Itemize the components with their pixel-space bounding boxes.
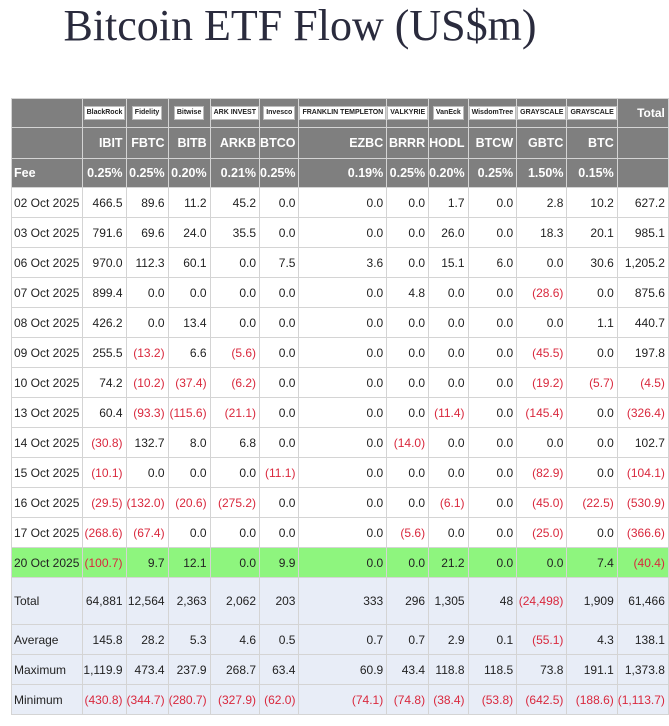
summary-label: Total <box>12 578 83 625</box>
flow-cell: 0.0 <box>299 488 387 518</box>
flow-cell: (22.5) <box>567 488 617 518</box>
table-row <box>12 458 669 488</box>
summary-cell: 43.4 <box>387 655 429 685</box>
issuer-logo: GRAYSCALE <box>517 106 566 120</box>
flow-cell: (28.6) <box>517 278 567 308</box>
summary-cell: (642.5) <box>517 685 567 715</box>
issuer-logo-cell <box>83 99 126 128</box>
flow-cell: 0.0 <box>299 398 387 428</box>
flow-cell: 0.0 <box>210 548 259 578</box>
flow-cell: (6.1) <box>429 488 468 518</box>
flow-cell: 0.0 <box>299 458 387 488</box>
flow-cell: 13.4 <box>168 308 210 338</box>
summary-row <box>12 685 669 715</box>
flow-cell: (5.6) <box>387 518 429 548</box>
flow-cell: 0.0 <box>429 308 468 338</box>
flow-cell: 0.0 <box>299 338 387 368</box>
flow-cell: 6.6 <box>168 338 210 368</box>
row-total-cell: 197.8 <box>617 338 668 368</box>
summary-cell: 118.5 <box>468 655 517 685</box>
flow-cell: 0.0 <box>168 278 210 308</box>
summary-cell: 48 <box>468 578 517 625</box>
summary-label: Maximum <box>12 655 83 685</box>
date-cell: 09 Oct 2025 <box>12 338 83 368</box>
row-total-cell: 627.2 <box>617 188 668 218</box>
row-total-cell: 440.7 <box>617 308 668 338</box>
flow-cell: 0.0 <box>260 368 299 398</box>
flow-cell: (11.1) <box>260 458 299 488</box>
flow-cell: (100.7) <box>83 548 126 578</box>
issuer-logo: BlackRock <box>84 106 126 120</box>
flow-cell: 0.0 <box>429 428 468 458</box>
summary-cell: (74.8) <box>387 685 429 715</box>
fee-cell: 0.25% <box>83 159 126 188</box>
flow-cell: 6.8 <box>210 428 259 458</box>
summary-cell: 268.7 <box>210 655 259 685</box>
summary-cell: (74.1) <box>299 685 387 715</box>
ticker-cell: BTCW <box>468 128 517 159</box>
table-row <box>12 398 669 428</box>
ticker-row <box>12 128 669 159</box>
flow-cell: 0.0 <box>126 308 168 338</box>
flow-cell: 0.0 <box>126 278 168 308</box>
flow-cell: 970.0 <box>83 248 126 278</box>
summary-label: Average <box>12 625 83 655</box>
fee-cell: 0.25% <box>468 159 517 188</box>
flow-cell: 0.0 <box>468 458 517 488</box>
ticker-cell: ARKB <box>210 128 259 159</box>
summary-cell: 1,305 <box>429 578 468 625</box>
summary-cell: (344.7) <box>126 685 168 715</box>
flow-cell: (275.2) <box>210 488 259 518</box>
summary-cell: (53.8) <box>468 685 517 715</box>
flow-cell: 0.0 <box>168 458 210 488</box>
flow-cell: 0.0 <box>429 338 468 368</box>
flow-cell: 7.5 <box>260 248 299 278</box>
blank-fee-total <box>617 159 668 188</box>
fee-cell: 0.25% <box>260 159 299 188</box>
summary-cell: (280.7) <box>168 685 210 715</box>
row-total-cell: (366.6) <box>617 518 668 548</box>
summary-cell: 118.8 <box>429 655 468 685</box>
issuer-logo: Bitwise <box>174 106 205 120</box>
flow-cell: 791.6 <box>83 218 126 248</box>
flow-cell: 69.6 <box>126 218 168 248</box>
ticker-cell: BTCO <box>260 128 299 159</box>
flow-cell: 4.8 <box>387 278 429 308</box>
flow-cell: 0.0 <box>517 428 567 458</box>
table-row <box>12 278 669 308</box>
flow-cell: (145.4) <box>517 398 567 428</box>
flow-cell: 89.6 <box>126 188 168 218</box>
flow-cell: 426.2 <box>83 308 126 338</box>
flow-cell: (30.8) <box>83 428 126 458</box>
date-cell: 13 Oct 2025 <box>12 398 83 428</box>
flow-cell: 0.0 <box>387 548 429 578</box>
summary-row <box>12 625 669 655</box>
row-total-cell: 875.6 <box>617 278 668 308</box>
flow-cell: 0.0 <box>260 488 299 518</box>
issuer-logo-cell <box>260 99 299 128</box>
flow-cell: 0.0 <box>387 368 429 398</box>
issuer-logo: GRAYSCALE <box>567 106 616 120</box>
summary-cell: 73.8 <box>517 655 567 685</box>
date-cell: 14 Oct 2025 <box>12 428 83 458</box>
flow-cell: 466.5 <box>83 188 126 218</box>
flow-cell: (13.2) <box>126 338 168 368</box>
flow-cell: 0.0 <box>468 368 517 398</box>
ticker-cell: BTC <box>567 128 617 159</box>
flow-cell: 0.0 <box>210 248 259 278</box>
issuer-logo-cell <box>468 99 517 128</box>
fee-cell: 0.21% <box>210 159 259 188</box>
summary-cell: 1,119.9 <box>83 655 126 685</box>
flow-cell: 0.0 <box>468 308 517 338</box>
summary-cell: 64,881 <box>83 578 126 625</box>
summary-cell: 473.4 <box>126 655 168 685</box>
issuer-logo-cell <box>299 99 387 128</box>
date-cell: 02 Oct 2025 <box>12 188 83 218</box>
fee-cell: 1.50% <box>517 159 567 188</box>
summary-cell: 28.2 <box>126 625 168 655</box>
flow-cell: 899.4 <box>83 278 126 308</box>
summary-cell: (24,498) <box>517 578 567 625</box>
summary-total-cell: 138.1 <box>617 625 668 655</box>
summary-cell: 203 <box>260 578 299 625</box>
flow-cell: 0.0 <box>260 218 299 248</box>
flow-cell: 30.6 <box>567 248 617 278</box>
flow-cell: 21.2 <box>429 548 468 578</box>
flow-cell: 0.0 <box>299 368 387 398</box>
flow-cell: (29.5) <box>83 488 126 518</box>
flow-cell: 9.9 <box>260 548 299 578</box>
flow-cell: 0.0 <box>517 248 567 278</box>
flow-cell: 1.1 <box>567 308 617 338</box>
summary-cell: 63.4 <box>260 655 299 685</box>
ticker-cell: BITB <box>168 128 210 159</box>
summary-cell: 60.9 <box>299 655 387 685</box>
flow-cell: 18.3 <box>517 218 567 248</box>
date-cell: 03 Oct 2025 <box>12 218 83 248</box>
flow-cell: 0.0 <box>387 248 429 278</box>
ticker-cell: IBIT <box>83 128 126 159</box>
issuer-logo-cell <box>567 99 617 128</box>
summary-cell: 296 <box>387 578 429 625</box>
issuer-logo-cell <box>387 99 429 128</box>
table-row <box>12 218 669 248</box>
flow-cell: (6.2) <box>210 368 259 398</box>
flow-cell: 0.0 <box>168 518 210 548</box>
flow-cell: (67.4) <box>126 518 168 548</box>
flow-cell: (21.1) <box>210 398 259 428</box>
flow-cell: 0.0 <box>210 278 259 308</box>
flow-cell: 0.0 <box>299 548 387 578</box>
flow-cell: (5.7) <box>567 368 617 398</box>
flow-cell: 60.4 <box>83 398 126 428</box>
fee-cell: 0.19% <box>299 159 387 188</box>
flow-cell: 20.1 <box>567 218 617 248</box>
flow-cell: 0.0 <box>387 188 429 218</box>
flow-cell: 0.0 <box>260 188 299 218</box>
summary-cell: 4.6 <box>210 625 259 655</box>
flow-cell: 0.0 <box>429 368 468 398</box>
flow-cell: 0.0 <box>387 488 429 518</box>
flow-cell: (14.0) <box>387 428 429 458</box>
flow-cell: 0.0 <box>260 338 299 368</box>
fee-row <box>12 159 669 188</box>
flow-cell: 0.0 <box>387 308 429 338</box>
ticker-cell: GBTC <box>517 128 567 159</box>
date-cell: 08 Oct 2025 <box>12 308 83 338</box>
fee-cell: 0.20% <box>168 159 210 188</box>
flow-cell: 0.0 <box>468 278 517 308</box>
flow-cell: 0.0 <box>517 548 567 578</box>
table-row <box>12 338 669 368</box>
issuer-logo: VALKYRIE <box>387 106 428 120</box>
summary-row <box>12 655 669 685</box>
flow-cell: 0.0 <box>468 188 517 218</box>
flow-cell: (115.6) <box>168 398 210 428</box>
flow-cell: 15.1 <box>429 248 468 278</box>
ticker-cell: EZBC <box>299 128 387 159</box>
summary-cell: 2,363 <box>168 578 210 625</box>
flow-cell: (93.3) <box>126 398 168 428</box>
flow-cell: 74.2 <box>83 368 126 398</box>
flow-cell: 11.2 <box>168 188 210 218</box>
etf-flow-table <box>11 98 669 715</box>
table-row <box>12 488 669 518</box>
flow-cell: 0.0 <box>299 188 387 218</box>
row-total-cell: (40.4) <box>617 548 668 578</box>
flow-cell: 0.0 <box>429 458 468 488</box>
flow-cell: (19.2) <box>517 368 567 398</box>
summary-cell: 0.5 <box>260 625 299 655</box>
summary-cell: 1,909 <box>567 578 617 625</box>
issuer-logo-cell <box>429 99 468 128</box>
flow-cell: 26.0 <box>429 218 468 248</box>
issuer-logo-cell <box>517 99 567 128</box>
table-row <box>12 428 669 458</box>
issuer-logo: FRANKLIN TEMPLETON <box>299 106 386 120</box>
flow-cell: 0.0 <box>468 488 517 518</box>
summary-cell: 0.7 <box>387 625 429 655</box>
flow-cell: 0.0 <box>429 278 468 308</box>
table-row <box>12 248 669 278</box>
summary-cell: 0.7 <box>299 625 387 655</box>
flow-cell: 0.0 <box>260 518 299 548</box>
flow-cell: 0.0 <box>468 398 517 428</box>
summary-cell: (188.6) <box>567 685 617 715</box>
flow-cell: 60.1 <box>168 248 210 278</box>
fee-cell: 0.25% <box>126 159 168 188</box>
issuer-logo: WisdomTree <box>469 106 517 120</box>
row-total-cell: 985.1 <box>617 218 668 248</box>
blank-corner-cell <box>12 99 83 128</box>
date-cell: 07 Oct 2025 <box>12 278 83 308</box>
ticker-cell: BRRR <box>387 128 429 159</box>
flow-cell: 0.0 <box>299 518 387 548</box>
date-cell: 06 Oct 2025 <box>12 248 83 278</box>
flow-cell: 0.0 <box>429 518 468 548</box>
flow-cell: 2.8 <box>517 188 567 218</box>
summary-cell: (55.1) <box>517 625 567 655</box>
flow-cell: 3.6 <box>299 248 387 278</box>
flow-cell: 0.0 <box>126 458 168 488</box>
flow-cell: 0.0 <box>387 398 429 428</box>
table-row <box>12 368 669 398</box>
summary-cell: 237.9 <box>168 655 210 685</box>
summary-cell: 0.1 <box>468 625 517 655</box>
flow-cell: 0.0 <box>299 218 387 248</box>
flow-cell: 0.0 <box>517 308 567 338</box>
flow-cell: 255.5 <box>83 338 126 368</box>
flow-cell: 0.0 <box>260 278 299 308</box>
date-cell: 16 Oct 2025 <box>12 488 83 518</box>
flow-cell: 0.0 <box>260 398 299 428</box>
summary-total-cell: (1,113.7) <box>617 685 668 715</box>
flow-cell: 6.0 <box>468 248 517 278</box>
flow-cell: 35.5 <box>210 218 259 248</box>
flow-cell: (5.6) <box>210 338 259 368</box>
flow-cell: 12.1 <box>168 548 210 578</box>
fee-cell: 0.25% <box>387 159 429 188</box>
flow-cell: 132.7 <box>126 428 168 458</box>
flow-cell: 0.0 <box>468 548 517 578</box>
summary-cell: 333 <box>299 578 387 625</box>
flow-cell: 0.0 <box>567 398 617 428</box>
table-row <box>12 518 669 548</box>
flow-cell: (20.6) <box>168 488 210 518</box>
flow-cell: (11.4) <box>429 398 468 428</box>
issuer-logo-cell <box>168 99 210 128</box>
flow-cell: 0.0 <box>567 458 617 488</box>
logo-row <box>12 99 669 128</box>
flow-cell: 0.0 <box>299 308 387 338</box>
flow-cell: 0.0 <box>299 428 387 458</box>
flow-cell: (25.0) <box>517 518 567 548</box>
issuer-logo-cell <box>126 99 168 128</box>
flow-cell: 0.0 <box>260 308 299 338</box>
summary-total-cell: 61,466 <box>617 578 668 625</box>
summary-cell: 2.9 <box>429 625 468 655</box>
table-row <box>12 188 669 218</box>
issuer-logo: Fidelity <box>132 106 163 120</box>
summary-total-cell: 1,373.8 <box>617 655 668 685</box>
summary-cell: (38.4) <box>429 685 468 715</box>
flow-cell: 0.0 <box>567 518 617 548</box>
flow-cell: (45.0) <box>517 488 567 518</box>
summary-cell: 191.1 <box>567 655 617 685</box>
ticker-cell: HODL <box>429 128 468 159</box>
flow-cell: (82.9) <box>517 458 567 488</box>
summary-cell: 12,564 <box>126 578 168 625</box>
row-total-cell: 1,205.2 <box>617 248 668 278</box>
summary-label: Minimum <box>12 685 83 715</box>
summary-cell: 2,062 <box>210 578 259 625</box>
summary-cell: 145.8 <box>83 625 126 655</box>
issuer-logo: Invesco <box>263 106 295 120</box>
flow-cell: 0.0 <box>567 278 617 308</box>
date-cell: 17 Oct 2025 <box>12 518 83 548</box>
row-total-cell: 102.7 <box>617 428 668 458</box>
flow-cell: 1.7 <box>429 188 468 218</box>
summary-row <box>12 578 669 625</box>
flow-cell: 9.7 <box>126 548 168 578</box>
summary-cell: 5.3 <box>168 625 210 655</box>
flow-cell: 10.2 <box>567 188 617 218</box>
flow-cell: 0.0 <box>387 338 429 368</box>
flow-cell: 0.0 <box>210 518 259 548</box>
issuer-logo: ARK INVEST <box>211 106 259 120</box>
blank-ticker-total <box>617 128 668 159</box>
issuer-logo-cell <box>210 99 259 128</box>
flow-cell: 24.0 <box>168 218 210 248</box>
flow-cell: 0.0 <box>210 458 259 488</box>
date-cell: 20 Oct 2025 <box>12 548 83 578</box>
flow-cell: (37.4) <box>168 368 210 398</box>
summary-cell: (430.8) <box>83 685 126 715</box>
issuer-logo: VanEck <box>433 106 464 120</box>
flow-cell: 0.0 <box>387 218 429 248</box>
flow-cell: 0.0 <box>567 338 617 368</box>
flow-cell: 0.0 <box>210 308 259 338</box>
fee-label: Fee <box>12 159 83 188</box>
fee-cell: 0.20% <box>429 159 468 188</box>
flow-cell: 112.3 <box>126 248 168 278</box>
flow-cell: 0.0 <box>299 278 387 308</box>
date-cell: 15 Oct 2025 <box>12 458 83 488</box>
flow-cell: 0.0 <box>468 518 517 548</box>
flow-cell: (45.5) <box>517 338 567 368</box>
flow-cell: (132.0) <box>126 488 168 518</box>
summary-cell: 4.3 <box>567 625 617 655</box>
blank-ticker-cell <box>12 128 83 159</box>
flow-cell: (10.2) <box>126 368 168 398</box>
date-cell: 10 Oct 2025 <box>12 368 83 398</box>
flow-cell: 0.0 <box>387 458 429 488</box>
total-header: Total <box>617 99 668 128</box>
summary-cell: (62.0) <box>260 685 299 715</box>
row-total-cell: (104.1) <box>617 458 668 488</box>
flow-cell: 8.0 <box>168 428 210 458</box>
flow-cell: 0.0 <box>468 428 517 458</box>
page-title: Bitcoin ETF Flow (US$m) <box>63 1 537 50</box>
row-total-cell: (326.4) <box>617 398 668 428</box>
table-row <box>12 548 669 578</box>
flow-cell: 0.0 <box>260 428 299 458</box>
flow-cell: (10.1) <box>83 458 126 488</box>
table-row <box>12 308 669 338</box>
summary-cell: (327.9) <box>210 685 259 715</box>
ticker-cell: FBTC <box>126 128 168 159</box>
flow-cell: 0.0 <box>567 428 617 458</box>
row-total-cell: (530.9) <box>617 488 668 518</box>
flow-cell: (268.6) <box>83 518 126 548</box>
row-total-cell: (4.5) <box>617 368 668 398</box>
fee-cell: 0.15% <box>567 159 617 188</box>
flow-cell: 45.2 <box>210 188 259 218</box>
flow-cell: 0.0 <box>468 218 517 248</box>
flow-cell: 7.4 <box>567 548 617 578</box>
flow-cell: 0.0 <box>468 338 517 368</box>
